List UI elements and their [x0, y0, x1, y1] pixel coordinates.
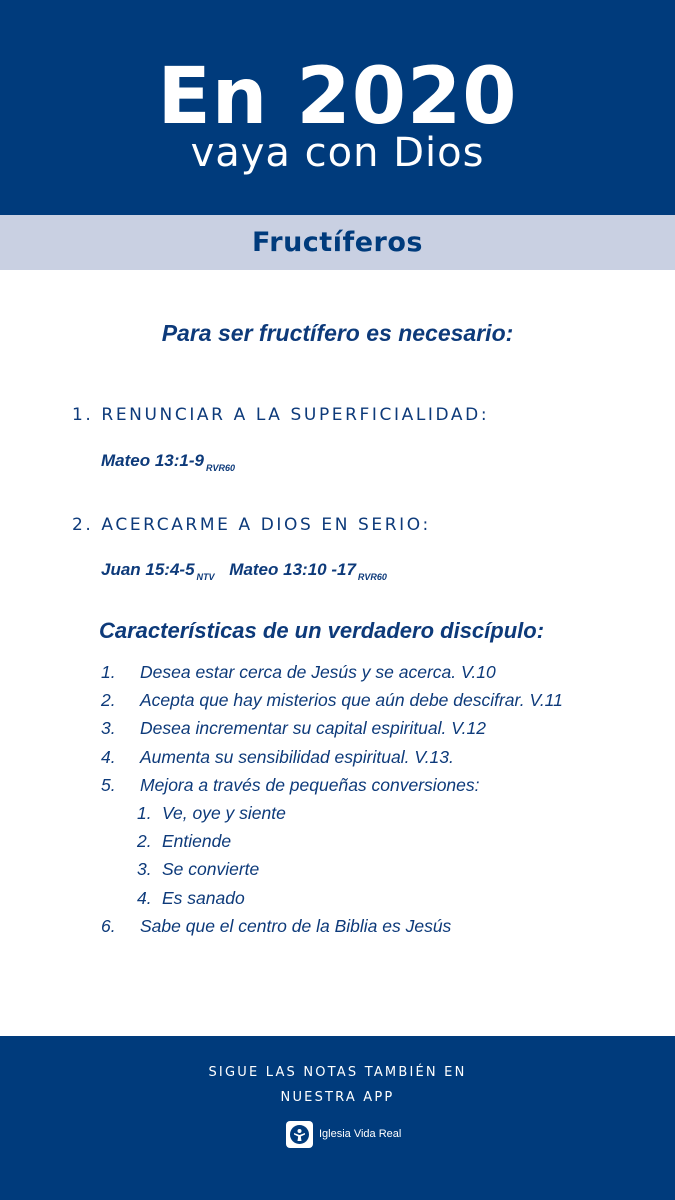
list-item: [101, 658, 661, 686]
list-text: Mejora a través de pequeñas conversiones:: [140, 774, 480, 795]
church-name: Iglesia Vida Real: [319, 1128, 402, 1140]
list-item: [101, 771, 661, 799]
list-number: 3.: [137, 859, 152, 880]
list-number: 6.: [101, 915, 116, 936]
intro-heading: Para ser fructífero es necesario:: [161, 320, 514, 346]
list-text: Se convierte: [162, 859, 260, 880]
list-text: Sabe que el centro de la Biblia es Jesús: [140, 915, 452, 936]
bible-version: RVR60: [357, 572, 387, 582]
app-cta-line-2: NUESTRA APP: [280, 1090, 395, 1105]
list-number: 1.: [101, 662, 116, 682]
list-number: 1.: [137, 802, 152, 823]
list-item: [101, 912, 661, 940]
list-text: Ve, oye y siente: [162, 802, 286, 823]
app-cta: [0, 1060, 675, 1110]
list-number: 4.: [101, 746, 116, 767]
section-1-refs: [101, 451, 235, 473]
list-number: 3.: [101, 718, 116, 739]
list-text: Acepta que hay misterios que aún debe descifrar. V.11: [140, 690, 563, 711]
sub-list-item: [101, 855, 661, 883]
bible-reference: Juan 15:4-5: [101, 560, 195, 579]
list-item: [101, 686, 661, 714]
page-title: En 2020: [157, 52, 518, 142]
header-banner: [0, 0, 675, 215]
app-cta-line-1: SIGUE LAS NOTAS TAMBIÉN EN: [208, 1065, 467, 1080]
list-text: Desea estar cerca de Jesús y se acerca. V.10: [140, 662, 496, 682]
list-text: Entiende: [162, 831, 232, 852]
church-brand[interactable]: [286, 1120, 401, 1148]
sub-list-item: [101, 884, 661, 912]
sub-list-item: [101, 799, 661, 827]
bible-version: RVR60: [205, 463, 235, 473]
list-number: 2.: [101, 690, 116, 711]
bible-version: NTV: [196, 572, 215, 582]
footer-banner: [0, 1036, 675, 1200]
list-number: 4.: [137, 887, 152, 908]
page-subtitle: vaya con Dios: [190, 130, 485, 176]
list-item: [101, 743, 661, 771]
section-1-title: 1. RENUNCIAR A LA SUPERFICIALIDAD:: [72, 405, 490, 425]
section-2-refs: [101, 560, 387, 582]
bible-reference: Mateo 13:10 -17: [229, 560, 356, 579]
list-text: Aumenta su sensibilidad espiritual. V.13.: [140, 746, 454, 767]
church-logo-icon: [286, 1121, 313, 1148]
list-text: Desea incrementar su capital espiritual. V.12: [140, 718, 486, 739]
characteristics-heading: Características de un verdadero discípulo:: [99, 618, 545, 643]
sub-list-item: [101, 827, 661, 855]
list-number: 2.: [137, 831, 152, 852]
list-text: Es sanado: [162, 887, 245, 908]
characteristics-list: [101, 658, 661, 940]
topic-title: Fructíferos: [252, 227, 423, 258]
section-2-title: 2. ACERCARME A DIOS EN SERIO:: [72, 515, 431, 535]
bible-reference: Mateo 13:1-9: [101, 451, 204, 470]
list-number: 5.: [101, 774, 116, 795]
list-item: [101, 714, 661, 742]
topic-band: [0, 215, 675, 270]
